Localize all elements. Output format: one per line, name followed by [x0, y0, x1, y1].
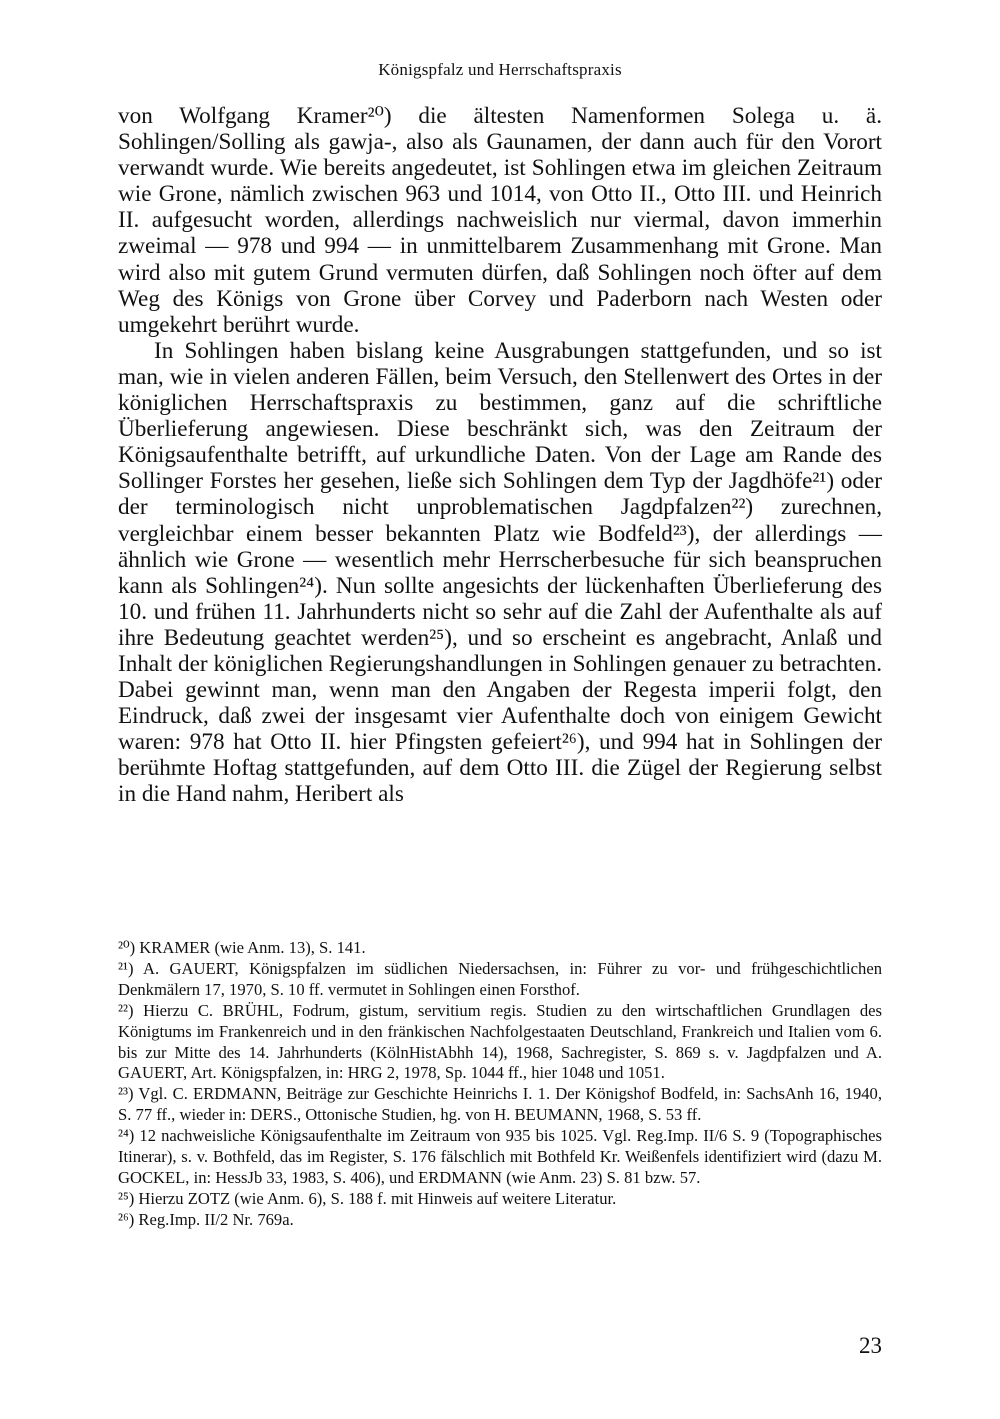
footnote-22: ²²) Hierzu C. BRÜHL, Fodrum, gistum, servitium regis. Studien zu den wirtschaftlichen Grundlagen des Königtums im Frankenreich und in den fränkischen Nachfolgestaaten Deutschland, Frankreich und Italien vom 6. bis zur Mitte des 14. Jahrhunderts (KölnHistAbhh 14), 1968, Sachregister, S. 869 s. v. Jagdpfalzen und A. GAUERT, Art. Königspfalzen, in: HRG 2, 1978, Sp. 1044 ff., hier 1048 und 1051. — [118, 1000, 882, 1083]
running-head: Königspfalz und Herrschaftspraxis — [378, 60, 622, 79]
footnote-23: ²³) Vgl. C. ERDMANN, Beiträge zur Geschichte Heinrichs I. 1. Der Königshof Bodfeld, in: SachsAnh 16, 1940, S. 77 ff., wieder in: DERS., Ottonische Studien, hg. von H. BEUMANN, 1968, S. 53 ff. — [118, 1084, 882, 1125]
footnote-24: ²⁴) 12 nachweisliche Königsaufenthalte im Zeitraum von 935 bis 1025. Vgl. Reg.Imp. II/6 S. 9 (Topographisches Itinerar), s. v. Bothfeld, das im Register, S. 176 fälschlich mit Bothfeld Kr. Weißenfels identifiziert wird (dazu M. GOCKEL, in: HessJb 33, 1983, S. 406), und ERDMANN (wie Anm. 23) S. 81 bzw. 57. — [118, 1126, 882, 1187]
footnote-20: ²⁰) KRAMER (wie Anm. 13), S. 141. — [118, 938, 366, 957]
page — [118, 0, 882, 1419]
body-text — [118, 103, 882, 808]
footnote-26: ²⁶) Reg.Imp. II/2 Nr. 769a. — [118, 1209, 294, 1229]
footnote-21: ²¹) A. GAUERT, Königspfalzen im südlichen Niedersachsen, in: Führer zu vor- und frühgeschichtlichen Denkmälern 17, 1970, S. 10 ff. vermutet in Sohlingen einen Forsthof. — [118, 958, 882, 999]
body-paragraph-2: In Sohlingen haben bislang keine Ausgrabungen stattgefunden, und so ist man, wie in vielen anderen Fällen, beim Versuch, den Stellenwert des Ortes in der königlichen Herrschaftspraxis zu bestimmen, ganz auf die schriftliche Überlieferung angewiesen. Diese beschränkt sich, was den Zeitraum der Königsaufenthalte betrifft, auf urkundliche Daten. Von der Lage am Rande des Sollinger Forstes her gesehen, ließe sich Sohlingen dem Typ der Jagdhöfe²¹) oder der terminologisch nicht unproblematischen Jagdpfalzen²²) zurechnen, vergleichbar einem besser bekannten Platz wie Bodfeld²³), der allerdings — ähnlich wie Grone — wesentlich mehr Herrscherbesuche für sich beanspruchen kann als Sohlingen²⁴). Nun sollte angesichts der lückenhaften Überlieferung des 10. und frühen 11. Jahrhunderts nicht so sehr auf die Zahl der Aufenthalte als auf ihre Bedeutung geachtet werden²⁵), und so erscheint es angebracht, Anlaß und Inhalt der königlichen Regierungshandlungen in Sohlingen genauer zu betrachten. Dabei gewinnt man, wenn man den Angaben der Regesta imperii folgt, den Eindruck, daß zwei der insgesamt vier Aufenthalte doch von einigem Gewicht waren: 978 hat Otto II. hier Pfingsten gefeiert²⁶), und 994 hat in Sohlingen der berühmte Hoftag stattgefunden, auf dem Otto III. die Zügel der Regierung selbst in die Hand nahm, Heribert als — [118, 337, 882, 808]
footnotes — [118, 938, 882, 1231]
body-paragraph-1: von Wolfgang Kramer²⁰) die ältesten Namenformen Solega u. ä. Sohlingen/Solling als gawja-, also als Gaunamen, der dann auch für den Vorort verwandt wurde. Wie bereits angedeutet, ist Sohlingen etwa im gleichen Zeitraum wie Grone, nämlich zwischen 963 und 1014, von Otto II., Otto III. und Heinrich II. aufgesucht worden, allerdings nachweislich nur viermal, davon immerhin zweimal — 978 und 994 — in unmittelbarem Zusammenhang mit Grone. Man wird also mit gutem Grund vermuten dürfen, daß Sohlingen noch öfter auf dem Weg des Königs von Grone über Corvey und Paderborn nach Westen oder umgekehrt berührt wurde. — [118, 103, 882, 338]
footnote-25: ²⁵) Hierzu ZOTZ (wie Anm. 6), S. 188 f. mit Hinweis auf weitere Literatur. — [118, 1188, 617, 1208]
page-number: 23 — [859, 1333, 882, 1358]
